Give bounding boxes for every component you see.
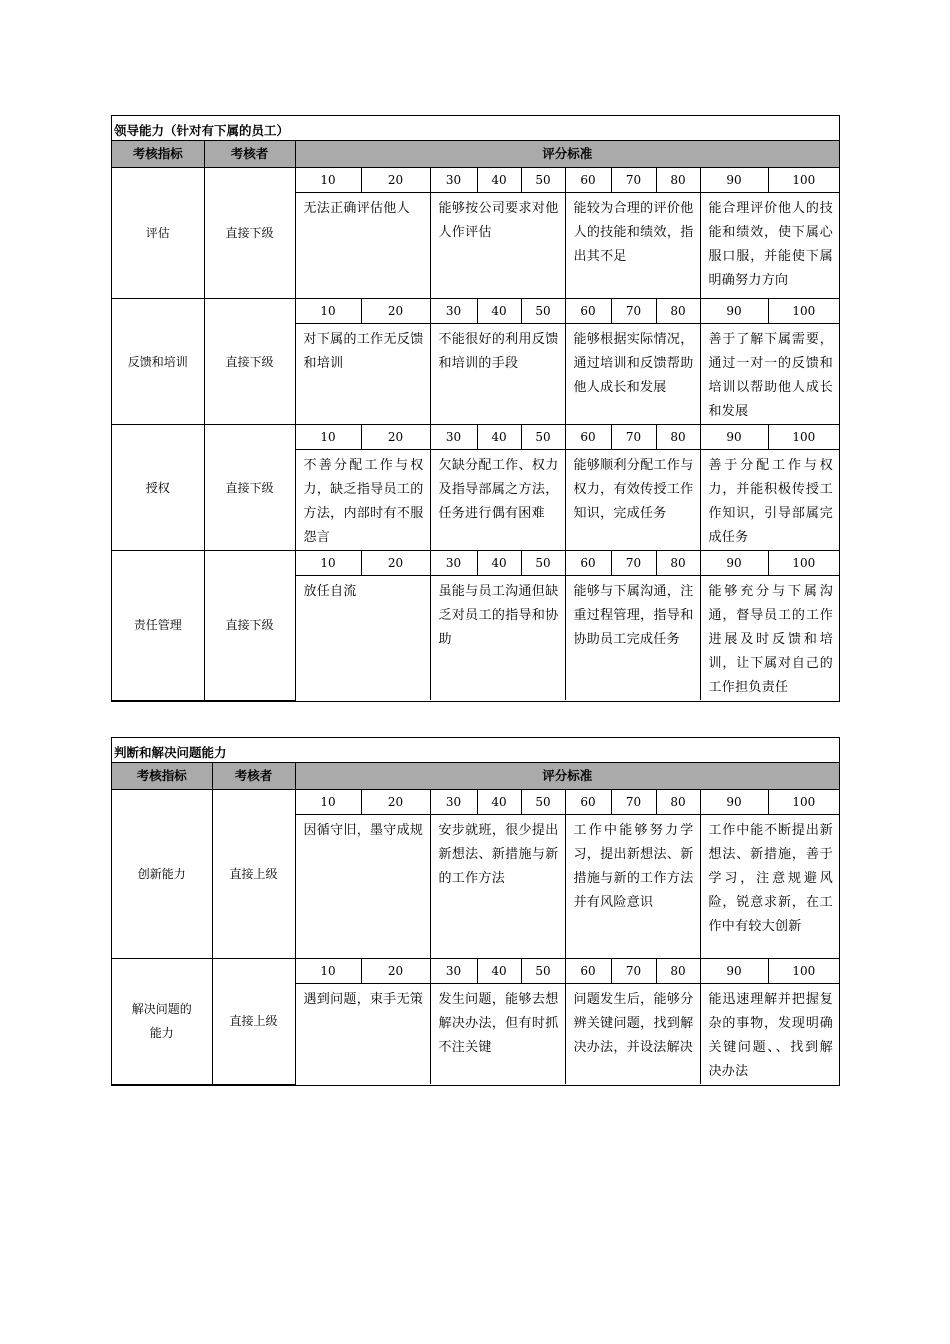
score-90: 90 xyxy=(700,551,768,576)
criteria-table xyxy=(112,763,839,1085)
score-90: 90 xyxy=(700,790,768,815)
score-50: 50 xyxy=(521,551,565,576)
header-criteria: 评分标准 xyxy=(295,141,839,168)
criteria-table xyxy=(112,141,839,701)
level-description: 遇到问题，束手无策 xyxy=(295,984,430,1085)
score-20: 20 xyxy=(361,551,430,576)
score-30: 30 xyxy=(430,299,477,324)
header-assessor: 考核者 xyxy=(212,763,295,790)
score-20: 20 xyxy=(361,959,430,984)
score-20: 20 xyxy=(361,425,430,450)
level-description: 发生问题，能够去想解决办法，但有时抓不注关键 xyxy=(430,984,565,1085)
score-row xyxy=(112,299,839,324)
score-80: 80 xyxy=(656,425,700,450)
score-row xyxy=(112,168,839,193)
level-description: 能较为合理的评价他人的技能和绩效，指出其不足 xyxy=(565,193,700,299)
level-description: 无法正确评估他人 xyxy=(295,193,430,299)
score-50: 50 xyxy=(521,790,565,815)
score-60: 60 xyxy=(565,168,611,193)
level-description: 安步就班，很少提出新想法、新措施与新的工作方法 xyxy=(430,815,565,959)
indicator-cell: 反馈和培训 xyxy=(112,299,204,425)
score-40: 40 xyxy=(477,790,521,815)
score-60: 60 xyxy=(565,959,611,984)
score-100: 100 xyxy=(768,790,839,815)
score-70: 70 xyxy=(611,959,656,984)
header-criteria: 评分标准 xyxy=(295,763,839,790)
score-10: 10 xyxy=(295,425,361,450)
level-description: 工作中能不断提出新想法、新措施，善于学习，注意规避风险，锐意求新，在工作中有较大创新 xyxy=(700,815,839,959)
score-30: 30 xyxy=(430,959,477,984)
score-90: 90 xyxy=(700,959,768,984)
header-row xyxy=(112,763,839,790)
level-description: 能够顺利分配工作与权力，有效传授工作知识，完成任务 xyxy=(565,450,700,551)
score-100: 100 xyxy=(768,299,839,324)
level-description: 能合理评价他人的技能和绩效，使下属心服口服，并能使下属明确努力方向 xyxy=(700,193,839,299)
indicator-cell: 评估 xyxy=(112,168,204,299)
score-70: 70 xyxy=(611,790,656,815)
score-80: 80 xyxy=(656,299,700,324)
header-row xyxy=(112,141,839,168)
assessor-cell: 直接上级 xyxy=(212,959,295,1085)
score-70: 70 xyxy=(611,168,656,193)
score-10: 10 xyxy=(295,299,361,324)
score-30: 30 xyxy=(430,551,477,576)
score-60: 60 xyxy=(565,425,611,450)
level-description: 因循守旧，墨守成规 xyxy=(295,815,430,959)
indicator-cell: 授权 xyxy=(112,425,204,551)
assessor-cell: 直接下级 xyxy=(204,168,295,299)
level-description: 虽能与员工沟通但缺乏对员工的指导和协助 xyxy=(430,576,565,701)
level-description: 工作中能够努力学习，提出新想法、新措施与新的工作方法并有风险意识 xyxy=(565,815,700,959)
score-row xyxy=(112,551,839,576)
level-description: 能迅速理解并把握复杂的事物，发现明确关键问题、、找到解决办法 xyxy=(700,984,839,1085)
score-100: 100 xyxy=(768,959,839,984)
score-50: 50 xyxy=(521,425,565,450)
level-description: 不善分配工作与权力，缺乏指导员工的方法，内部时有不服怨言 xyxy=(295,450,430,551)
score-80: 80 xyxy=(656,168,700,193)
score-50: 50 xyxy=(521,959,565,984)
score-20: 20 xyxy=(361,168,430,193)
score-50: 50 xyxy=(521,299,565,324)
score-30: 30 xyxy=(430,425,477,450)
assessor-cell: 直接上级 xyxy=(212,790,295,959)
score-40: 40 xyxy=(477,425,521,450)
score-100: 100 xyxy=(768,551,839,576)
score-70: 70 xyxy=(611,299,656,324)
score-row xyxy=(112,959,839,984)
score-40: 40 xyxy=(477,168,521,193)
section-problem-solving xyxy=(111,737,840,1086)
level-description: 能够充分与下属沟通，督导员工的工作进展及时反馈和培训，让下属对自己的工作担负责任 xyxy=(700,576,839,701)
level-description: 能够根据实际情况，通过培训和反馈帮助他人成长和发展 xyxy=(565,324,700,425)
score-80: 80 xyxy=(656,959,700,984)
score-50: 50 xyxy=(521,168,565,193)
indicator-cell: 创新能力 xyxy=(112,790,212,959)
score-100: 100 xyxy=(768,168,839,193)
score-30: 30 xyxy=(430,790,477,815)
level-description: 对下属的工作无反馈和培训 xyxy=(295,324,430,425)
score-90: 90 xyxy=(700,299,768,324)
score-80: 80 xyxy=(656,551,700,576)
indicator-cell: 责任管理 xyxy=(112,551,204,701)
header-indicator: 考核指标 xyxy=(112,763,212,790)
assessor-cell: 直接下级 xyxy=(204,299,295,425)
level-description: 放任自流 xyxy=(295,576,430,701)
score-60: 60 xyxy=(565,790,611,815)
score-70: 70 xyxy=(611,425,656,450)
score-90: 90 xyxy=(700,168,768,193)
level-description: 能够按公司要求对他人作评估 xyxy=(430,193,565,299)
score-60: 60 xyxy=(565,551,611,576)
score-10: 10 xyxy=(295,551,361,576)
level-description: 欠缺分配工作、权力及指导部属之方法，任务进行偶有困难 xyxy=(430,450,565,551)
header-indicator: 考核指标 xyxy=(112,141,204,168)
score-60: 60 xyxy=(565,299,611,324)
score-90: 90 xyxy=(700,425,768,450)
score-10: 10 xyxy=(295,959,361,984)
score-40: 40 xyxy=(477,551,521,576)
score-row xyxy=(112,425,839,450)
level-description: 善于了解下属需要，通过一对一的反馈和培训以帮助他人成长和发展 xyxy=(700,324,839,425)
level-description: 不能很好的利用反馈和培训的手段 xyxy=(430,324,565,425)
score-40: 40 xyxy=(477,299,521,324)
score-40: 40 xyxy=(477,959,521,984)
level-description: 问题发生后，能够分辨关键问题，找到解决办法，并设法解决 xyxy=(565,984,700,1085)
assessor-cell: 直接下级 xyxy=(204,425,295,551)
indicator-cell: 解决问题的能力 xyxy=(112,959,212,1085)
level-description: 善于分配工作与权力，并能积极传授工作知识，引导部属完成任务 xyxy=(700,450,839,551)
score-row xyxy=(112,790,839,815)
score-80: 80 xyxy=(656,790,700,815)
score-70: 70 xyxy=(611,551,656,576)
section-title: 判断和解决问题能力 xyxy=(112,738,839,763)
score-30: 30 xyxy=(430,168,477,193)
section-title: 领导能力（针对有下属的员工） xyxy=(112,116,839,141)
score-100: 100 xyxy=(768,425,839,450)
score-20: 20 xyxy=(361,299,430,324)
level-description: 能够与下属沟通，注重过程管理，指导和协助员工完成任务 xyxy=(565,576,700,701)
section-leadership xyxy=(111,115,840,702)
score-10: 10 xyxy=(295,168,361,193)
score-20: 20 xyxy=(361,790,430,815)
header-assessor: 考核者 xyxy=(204,141,295,168)
score-10: 10 xyxy=(295,790,361,815)
assessor-cell: 直接下级 xyxy=(204,551,295,701)
